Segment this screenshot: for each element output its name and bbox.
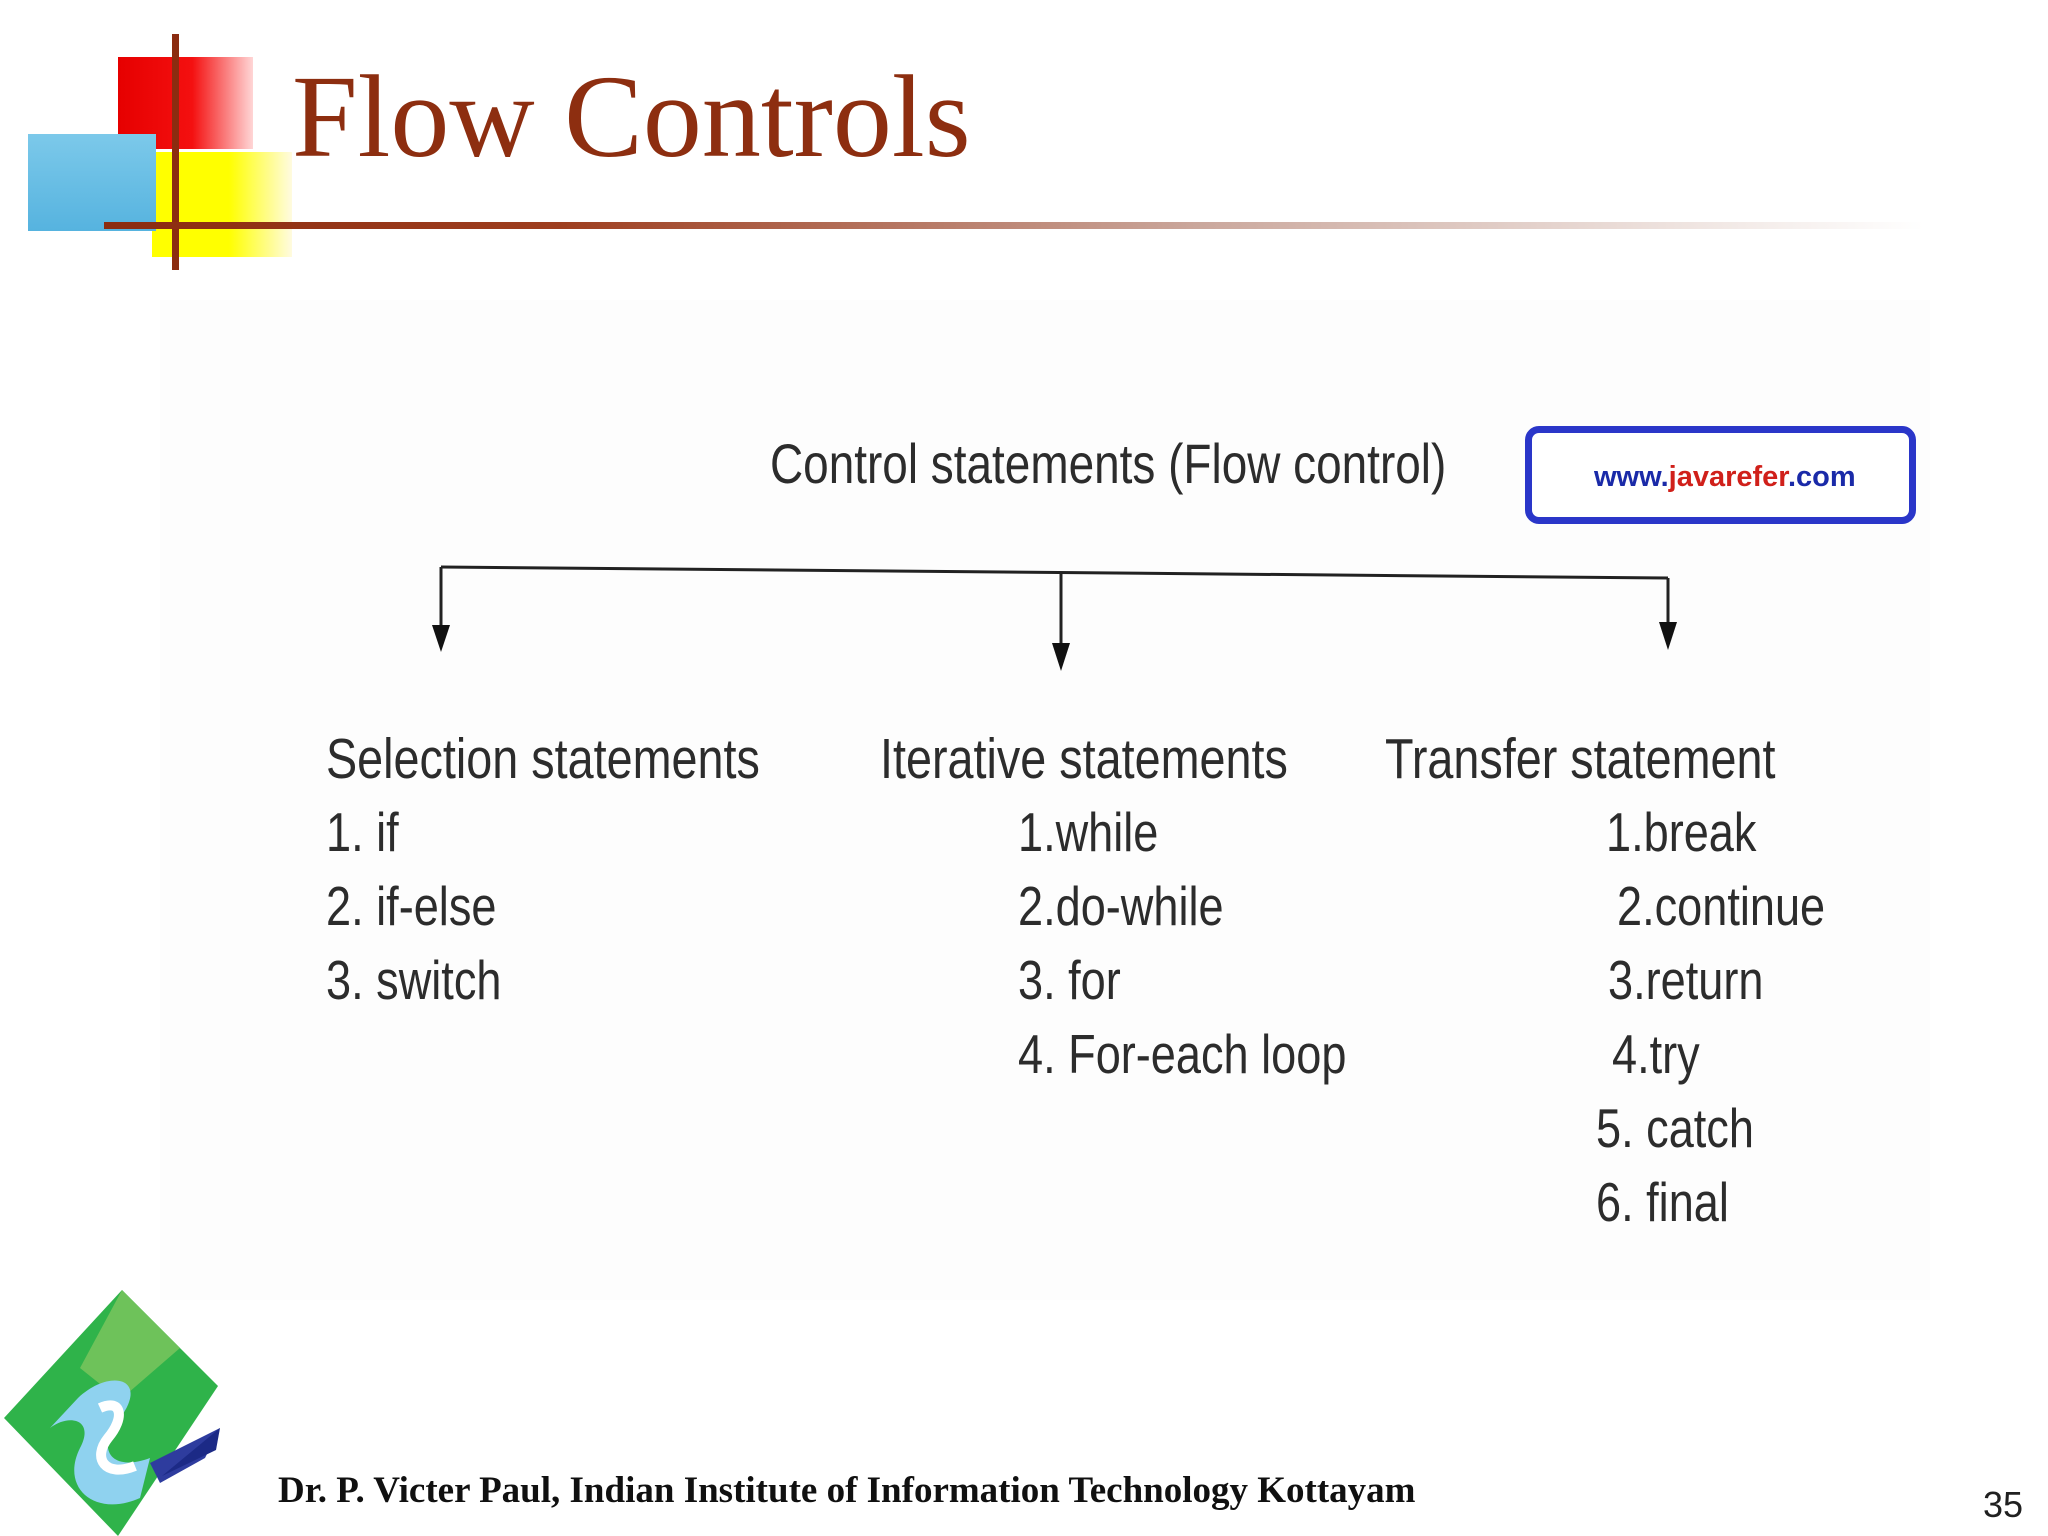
watermark-text: [1594, 461, 1856, 494]
arrowhead-selection: [432, 625, 450, 652]
transfer-heading: Transfer statement: [1385, 727, 1776, 791]
arrowhead-transfer: [1659, 622, 1677, 650]
institute-logo-icon: [0, 1288, 230, 1536]
slide-number: 35: [1983, 1484, 2024, 1525]
watermark-prefix: www.: [1594, 461, 1669, 493]
iterative-item: 4. For-each loop: [1018, 1023, 1347, 1085]
transfer-item: 4.try: [1612, 1023, 1700, 1085]
selection-item: 2. if-else: [326, 875, 497, 937]
watermark-suffix: .com: [1787, 461, 1856, 493]
arrowhead-iterative: [1052, 643, 1070, 671]
root-node-label: Control statements (Flow control): [770, 432, 1447, 495]
transfer-item: 3.return: [1608, 949, 1764, 1011]
selection-heading: Selection statements: [326, 727, 760, 791]
slide-title: Flow Controls: [292, 51, 971, 182]
iterative-item: 1.while: [1018, 801, 1159, 863]
iterative-item: 2.do-while: [1018, 875, 1224, 937]
transfer-item: 6. final: [1596, 1171, 1729, 1233]
transfer-item: 5. catch: [1596, 1097, 1754, 1159]
footer-credit: Dr. P. Victer Paul, Indian Institute of Information Technology Kottayam: [278, 1470, 1416, 1511]
iterative-heading: Iterative statements: [880, 727, 1288, 791]
iterative-item: 3. for: [1018, 949, 1121, 1011]
selection-item: 3. switch: [326, 949, 502, 1011]
transfer-item: 2.continue: [1617, 875, 1826, 937]
branch-bar: [441, 567, 1668, 578]
selection-item: 1. if: [326, 801, 399, 863]
watermark-accent: javarefer: [1668, 461, 1788, 493]
transfer-item: 1.break: [1606, 801, 1757, 863]
watermark-box: [1525, 426, 1916, 524]
